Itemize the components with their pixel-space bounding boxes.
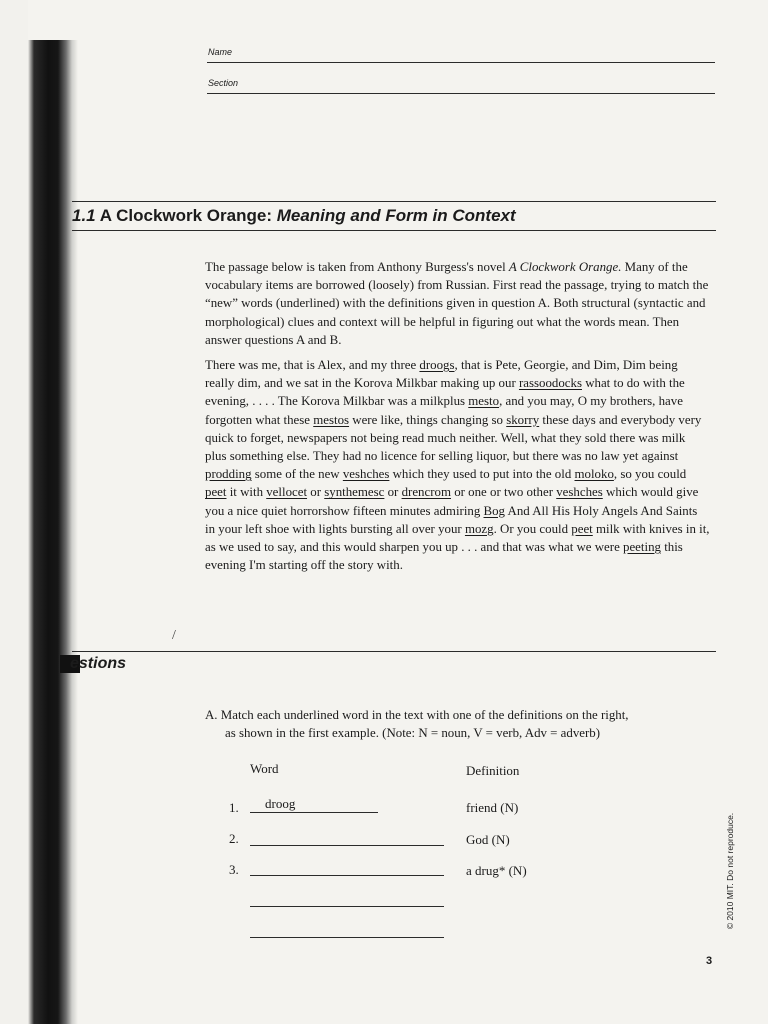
questions-rule <box>72 651 716 652</box>
passage-text: , that is Pete, Georgie, and Dim, Dim being really dim, and we sat in the Korova Milkbar making up our <box>205 358 678 391</box>
passage-text: , so you could <box>613 467 687 482</box>
underlined-vocab-word: mesto <box>468 394 500 409</box>
scan-binding-edge <box>0 0 78 1024</box>
underlined-vocab-word: synthemesc <box>324 485 385 500</box>
question-a <box>205 706 725 743</box>
passage-text: And All His Holy Angels And Saints in your left shoe with lights bursting all over your <box>205 503 698 536</box>
passage-text: it with <box>226 485 267 500</box>
title-subtitle: Meaning and Form in Context <box>276 206 516 225</box>
underlined-vocab-word: veshches <box>342 467 390 482</box>
passage-text: these days and everybody very quick to forget, newspapers not being read much neither. Well, what they sold there was milk plus something else. They had no licence for selling liquor, but there was no law yet against <box>205 412 702 464</box>
passage-text: or <box>307 485 325 500</box>
underlined-vocab-word: droogs <box>419 358 455 372</box>
answer-blank[interactable] <box>250 875 444 876</box>
section-label: Section <box>208 78 239 88</box>
name-line <box>207 62 715 63</box>
title-main: A Clockwork Orange: <box>99 206 277 225</box>
underlined-vocab-word: vellocet <box>266 485 308 500</box>
underlined-vocab-word: drencrom <box>401 485 451 500</box>
row-number: 2. <box>229 831 239 846</box>
row-number: 3. <box>229 862 239 877</box>
underlined-vocab-word: skorry <box>506 412 540 427</box>
page-title <box>72 206 516 226</box>
passage-text: or one or two other <box>450 485 557 500</box>
section-line <box>207 93 715 94</box>
scan-binding-top <box>28 0 78 40</box>
underlined-vocab-word: veshches <box>556 485 603 500</box>
underlined-vocab-word: peet <box>205 485 227 500</box>
passage-text: this evening I'm starting off the story with. <box>205 540 683 573</box>
passage-paragraph <box>205 356 710 574</box>
underlined-vocab-word: mozg <box>464 521 494 536</box>
passage-text: which would give you a nice quiet horrorshow fifteen minutes admiring <box>205 485 699 518</box>
underlined-vocab-word: Bog <box>483 503 506 518</box>
row-number: 1. <box>229 800 239 815</box>
title-number: 1.1 <box>72 206 96 225</box>
title-bottom-rule <box>72 230 716 231</box>
passage-text: some of the new <box>251 467 343 482</box>
answer-blank[interactable] <box>250 845 444 846</box>
intro-text-2: Many of the vocabulary items are borrowed (loosely) from Russian. First read the passage, trying to match the “new” words (underlined) with the definitions given in question A. Both structural (syntactic and morphological) clues and context will be helpful in figuring out what the words mean. Then answer questions A and B. <box>205 260 709 347</box>
underlined-vocab-word: peet <box>571 521 593 536</box>
passage-text: , and you may, O my brothers, have forgotten what these <box>205 394 683 427</box>
definition-item: God (N) <box>466 832 510 847</box>
underlined-vocab-word: peeting <box>623 540 661 555</box>
underlined-vocab-word: rassoodocks <box>518 376 582 391</box>
questions-heading: estions <box>60 655 126 673</box>
title-top-rule <box>72 201 716 202</box>
intro-book-title: A Clockwork Orange. <box>508 260 622 274</box>
passage-text: were like, things changing so <box>349 412 507 427</box>
stray-mark: / <box>172 628 176 643</box>
answer-blank[interactable] <box>250 906 444 907</box>
copyright-notice: © 2010 MIT. Do not reproduce. <box>725 812 736 930</box>
definition-item: friend (N) <box>466 800 519 815</box>
question-a-label: A. <box>205 708 218 722</box>
question-a-line1: Match each underlined word in the text with one of the definitions on the right, <box>220 708 629 722</box>
page-number: 3 <box>706 955 713 967</box>
name-label: Name <box>208 47 233 57</box>
question-a-line2: as shown in the first example. (Note: N = noun, V = verb, Adv = adverb) <box>225 726 601 741</box>
answer-blank[interactable] <box>250 937 444 938</box>
intro-text-1: The passage below is taken from Anthony Burgess's novel <box>205 260 509 274</box>
underlined-vocab-word: mestos <box>313 412 350 427</box>
passage-text: There was me, that is Alex, and my three <box>205 358 420 372</box>
passage-text: . Or you could <box>493 521 572 536</box>
passage-text: which they used to put into the old <box>389 467 575 482</box>
answer-word: droog <box>265 796 296 811</box>
answer-blank[interactable] <box>250 812 378 813</box>
passage-text: milk with knives in it, as we used to say, and this would sharpen you up . . . and that was what we were <box>205 521 710 555</box>
column-definition-header: Definition <box>466 763 520 778</box>
passage-text: or <box>384 485 402 500</box>
intro-paragraph <box>205 258 710 349</box>
underlined-vocab-word: moloko <box>574 467 614 482</box>
underlined-vocab-word: prodding <box>205 467 252 482</box>
passage-text: what to do with the evening, . . . . The Korova Milkbar was a milkplus <box>205 376 685 409</box>
definition-item: a drug* (N) <box>466 863 527 878</box>
column-word-header: Word <box>250 761 279 776</box>
